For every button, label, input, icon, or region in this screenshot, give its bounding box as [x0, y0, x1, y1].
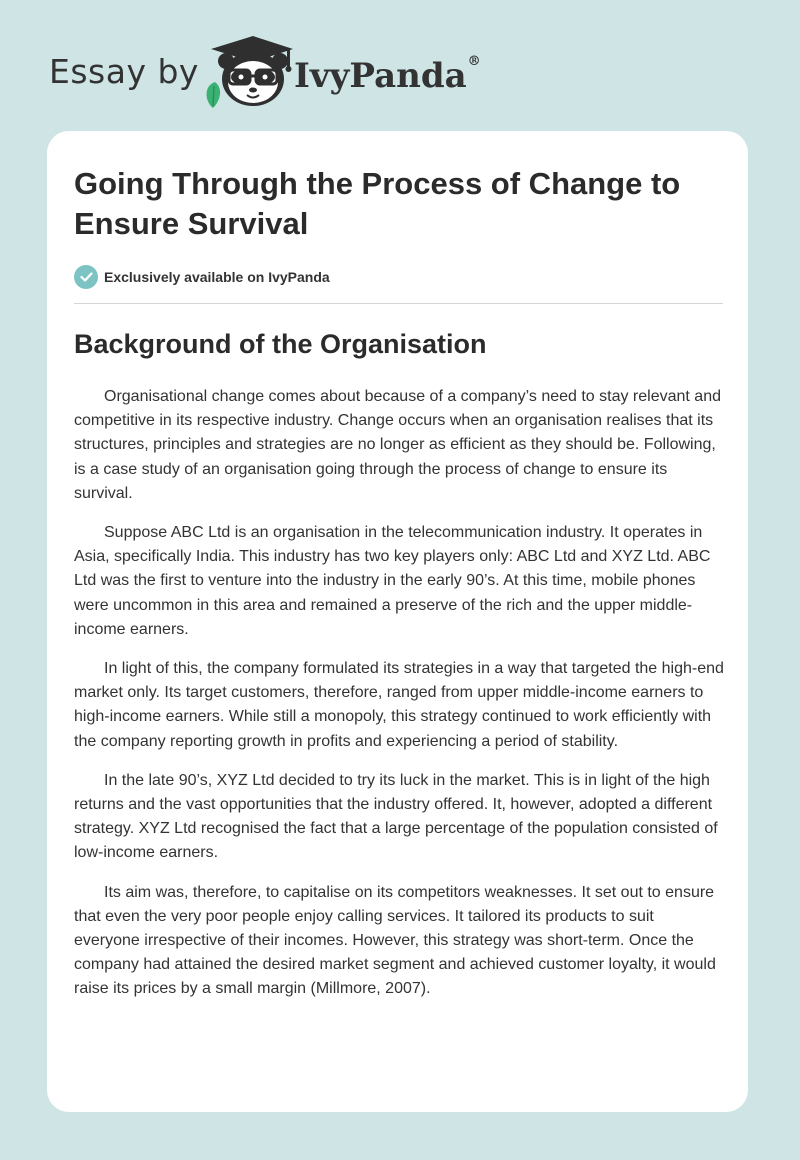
- paragraph-1: Organisational change comes about because of a company’s need to stay relevant and competitive in its respective industry. Change occurs when an organisation realises that its structures, principles and strategies are no longer as efficient as they should be. Following, is a case study of an organisation going through the process of change to ensure its survival.: [74, 388, 721, 502]
- section-heading: Background of the Organisation: [74, 329, 487, 359]
- brand-name[interactable]: [294, 56, 481, 96]
- check-icon: [74, 265, 98, 289]
- registered-mark: ®: [467, 54, 481, 69]
- panda-logo-icon[interactable]: [201, 34, 297, 110]
- paragraph-2: Suppose ABC Ltd is an organisation in the telecommunication industry. It operates in Asia, specifically India. This industry has two key players only: ABC Ltd and XYZ Ltd. ABC Ltd was the first to venture into the industry in the early 90’s. At this time, mobile phones were uncommon in this area and remained a preserve of the rich and the upper middle-income earners.: [74, 524, 711, 638]
- paragraph-3: In light of this, the company formulated its strategies in a way that targeted the high-end market only. Its target customers, therefore, ranged from upper middle-income earners to high-income earners. While still a monopoly, this strategy continued to work efficiently with the company reporting growth in profits and experiencing a period of stability.: [74, 660, 724, 750]
- exclusive-badge: [74, 264, 330, 290]
- paragraph-5: Its aim was, therefore, to capitalise on its competitors weaknesses. It set out to ensure that even the very poor people enjoy calling services. It tailored its products to suit everyone irrespective of their incomes. However, this strategy was short-term. Once the company had attained the desired market segment and achieved customer loyalty, it would raise its prices by a small margin (Millmore, 2007).: [74, 883, 716, 998]
- essay-body: [74, 385, 724, 1017]
- paragraph-4: In the late 90’s, XYZ Ltd decided to try its luck in the market. This is in light of the high returns and the vast opportunities that the industry offered. It, however, adopted a different strategy. XYZ Ltd recognised the fact that a large percentage of the population consisted of low-income earners.: [74, 771, 718, 862]
- divider: [74, 303, 723, 304]
- brand-label: IvyPanda: [294, 56, 467, 96]
- site-header: [49, 34, 569, 114]
- checkmark-glyph-icon: [80, 272, 93, 282]
- exclusive-label: Exclusively available on IvyPanda: [104, 269, 330, 285]
- essay-card: [47, 131, 748, 1112]
- page-title: Going Through the Process of Change to Ensure Survival: [74, 166, 681, 241]
- essay-by-label: Essay by: [49, 52, 199, 91]
